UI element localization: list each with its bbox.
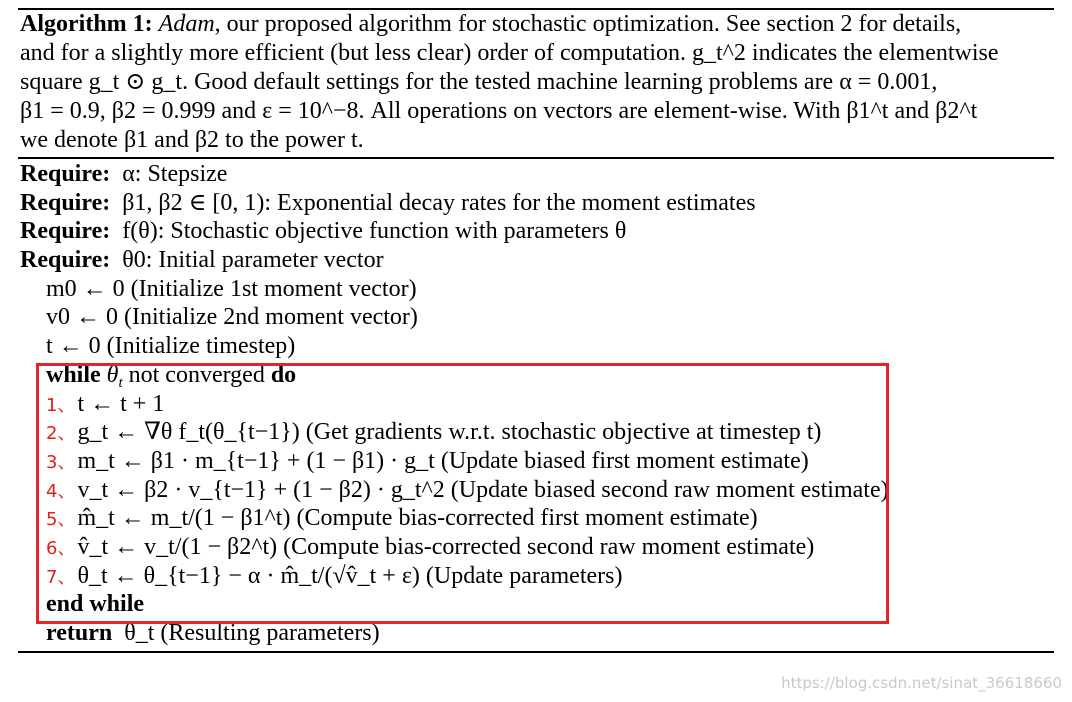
step-text: m_t ← β1 · m_{t−1} + (1 − β1) · g_t (Update biased first moment estimate): [77, 447, 809, 474]
require-line: [20, 217, 1052, 246]
step-text: θ_t ← θ_{t−1} − α · m̂_t/(√v̂_t + ε) (Update parameters): [77, 562, 623, 589]
return-text: θ_t (Resulting parameters): [124, 620, 380, 646]
caption-line-1: [20, 10, 1052, 39]
require-text: f(θ): Stochastic objective function with parameters θ: [122, 218, 627, 245]
require-line: [20, 246, 1052, 275]
while-line: while $\theta_t$ not converged do: [46, 361, 297, 391]
init-line: t ← 0 (Initialize timestep): [46, 333, 296, 360]
while-keyword: while: [46, 361, 101, 388]
require-text: θ0: Initial parameter vector: [122, 247, 384, 274]
step-number: 7、: [46, 566, 76, 588]
require-line: [20, 189, 1052, 218]
caption-text-2: and for a slightly more efficient (but less clear) order of computation. g_t^2 indicates the elementwise: [20, 40, 999, 66]
caption-line-5: [20, 126, 1052, 155]
require-keyword: Require:: [20, 218, 111, 245]
init-line: v0 ← 0 (Initialize 2nd moment vector): [46, 304, 418, 331]
algorithm-name: Adam: [158, 11, 215, 37]
return-keyword: return: [46, 620, 113, 646]
algorithm-caption: [20, 10, 1052, 155]
require-keyword: Require:: [20, 161, 111, 187]
init-line: m0 ← 0 (Initialize 1st moment vector): [46, 275, 417, 302]
caption-line-3: [20, 68, 1052, 97]
caption-text-4: β1 = 0.9, β2 = 0.999 and ε = 10^−8. All operations on vectors are element-wise. With β1^t and β2^t: [20, 98, 978, 124]
highlight-box: [36, 363, 889, 624]
while-condition: not converged: [128, 361, 265, 388]
step-text: g_t ← ∇θ f_t(θ_{t−1}) (Get gradients w.r.t. stochastic objective at timestep t): [77, 419, 822, 446]
middle-rule: [18, 157, 1054, 159]
caption-text-1: , our proposed algorithm for stochastic optimization. See section 2 for details,: [214, 11, 962, 37]
end-while-keyword: end while: [46, 591, 145, 618]
require-keyword: Require:: [20, 247, 111, 274]
step-text: m̂_t ← m_t/(1 − β1^t) (Compute bias-corrected first moment estimate): [77, 505, 758, 532]
step-text: v_t ← β2 · v_{t−1} + (1 − β2) · g_t^2 (Update biased second raw moment estimate): [77, 476, 889, 503]
step-number: 5、: [46, 509, 76, 531]
step-text: v̂_t ← v_t/(1 − β2^t) (Compute bias-corrected second raw moment estimate): [77, 533, 815, 560]
caption-text-5: we denote β1 and β2 to the power t.: [20, 127, 364, 153]
watermark: https://blog.csdn.net/sinat_36618660: [781, 674, 1062, 692]
algorithm-label: Algorithm 1:: [20, 11, 153, 37]
require-text: α: Stepsize: [122, 161, 228, 187]
step-text: t ← t + 1: [77, 390, 165, 417]
do-keyword: do: [270, 361, 297, 388]
bottom-rule: [18, 651, 1054, 653]
step-number: 3、: [46, 451, 76, 473]
caption-text-3: square g_t ⊙ g_t. Good default settings for the tested machine learning problems are α = 0.001,: [20, 69, 938, 95]
require-text: β1, β2 ∈ [0, 1): Exponential decay rates for the moment estimates: [122, 189, 756, 216]
require-line: [20, 160, 1052, 189]
step-number: 2、: [46, 423, 76, 445]
step-number: 1、: [46, 394, 76, 416]
step-number: 4、: [46, 480, 76, 502]
require-keyword: Require:: [20, 189, 111, 216]
caption-line-4: [20, 97, 1052, 126]
step-number: 6、: [46, 537, 76, 559]
caption-line-2: [20, 39, 1052, 68]
